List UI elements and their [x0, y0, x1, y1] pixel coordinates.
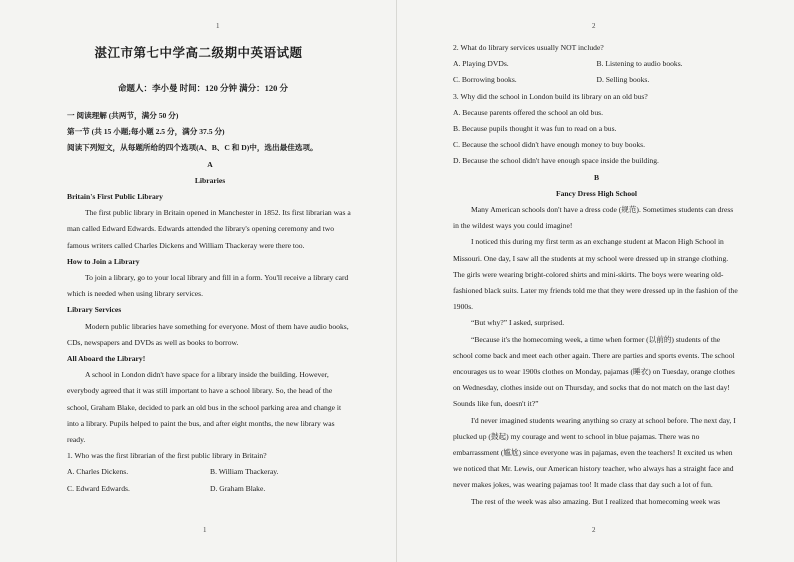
page-number-bottom-right: 2	[592, 526, 596, 534]
paragraph-b-1: Many American schools don't have a dress code (规范). Sometimes students can dress in the wildest ways you could imagine!	[453, 205, 734, 231]
section-part-heading: 第一节 (共 15 小题;每小题 2.5 分，满分 37.5 分)	[67, 127, 225, 137]
right-content	[453, 40, 740, 510]
paragraph-b-3: “But why?” I asked, surprised.	[471, 318, 565, 328]
q3-option-d: D. Because the school didn't have enough space inside the building.	[453, 156, 659, 166]
passage-label-b: B	[593, 172, 600, 182]
q2-option-c: C. Borrowing books.	[453, 75, 517, 85]
q1-option-b: B. William Thackeray.	[210, 467, 279, 477]
q1-option-c: C. Edward Edwards.	[67, 483, 130, 493]
subheading-all-aboard: All Aboard the Library!	[67, 354, 146, 364]
left-content	[67, 108, 353, 497]
question-1-options-row1	[67, 464, 353, 480]
q1-option-a: A. Charles Dickens.	[67, 467, 129, 477]
paragraph-join-library: To join a library, go to your local library and fill in a form. You'll receive a library card which is needed when using library services.	[67, 273, 349, 299]
q3-option-a: A. Because parents offered the school an old bus.	[453, 107, 604, 117]
page-number-bottom-left: 1	[203, 526, 207, 534]
q2-option-b: B. Listening to audio books.	[596, 59, 683, 69]
paragraph-b-4: “Because it's the homecoming week, a time when former (以前的) students of the school come back and meet each other again. There are parties and sports events. The school encourages us to wear 1900s clothes on Monday, pajamas (睡衣) on Tuesday, orange clothes on Wednesday, clothes inside out on Thursday, and socks that do not match on the last day! Sounds like fun, doesn't it?”	[453, 334, 735, 409]
q2-option-d: D. Selling books.	[596, 75, 650, 85]
question-2-options-row2	[453, 72, 740, 88]
exam-meta: 命题人：李小曼 时间：120 分钟 满分：120 分	[118, 83, 289, 93]
question-1-options-row2	[67, 481, 353, 497]
q2-option-a: A. Playing DVDs.	[453, 59, 509, 69]
page-divider	[396, 0, 397, 562]
q3-option-b: B. Because pupils thought it was fun to read on a bus.	[453, 124, 617, 134]
subheading-join-library: How to Join a Library	[67, 256, 140, 266]
section-heading: 一 阅读理解 (共两节，满分 50 分)	[67, 111, 179, 120]
question-2: 2. What do library services usually NOT include?	[453, 43, 604, 52]
page-number-top-right: 2	[592, 22, 596, 30]
passage-title-a: Libraries	[194, 175, 226, 185]
instructions: 阅读下列短文，从每题所给的四个选项(A、B、C 和 D)中，选出最佳选项。	[67, 143, 318, 153]
q3-option-c: C. Because the school didn't have enough money to buy books.	[453, 140, 646, 150]
exam-title: 湛江市第七中学高二级期中英语试题	[94, 46, 303, 60]
paragraph-all-aboard: A school in London didn't have space for a library inside the building. However, everybody agreed that it was still important to have a school library. So, the head of the school, Graham Blake, decided to park an old bus in the school parking area and change it into a library. Pupils helped to paint the bus, and after eight months, the new library was ready.	[67, 370, 342, 445]
paragraph-first-library: The first public library in Britain opened in Manchester in 1852. Its first librarian was a man called Edward Edwards. Edwards attended the library's opening ceremony and two famous writers called Charles Dickens and William Thackeray were there too.	[67, 208, 351, 250]
paragraph-library-services: Modern public libraries have something for everyone. Most of them have audio books, CDs, newspapers and DVDs as well as books to borrow.	[67, 321, 349, 347]
paragraph-b-6: The rest of the week was also amazing. But I realized that homecoming week was	[471, 496, 721, 506]
question-2-options-row1	[453, 56, 740, 72]
question-3: 3. Why did the school in London build its library on an old bus?	[453, 91, 648, 101]
passage-label-a: A	[207, 159, 213, 169]
paragraph-b-5: I'd never imagined students wearing anything so crazy at school before. The next day, I plucked up (鼓起) my courage and went to school in blue pajamas. There was no embarrassment (尴尬) since everyone was in pajamas, even the teachers! It excited us when we noticed that Mr. Lewis, our American history teacher, who always has a straight face and never makes jokes, was wearing pajamas too! It made class that day such a lot of fun.	[453, 415, 736, 490]
subheading-library-services: Library Services	[67, 305, 122, 315]
paragraph-b-2: I noticed this during my first term as an exchange student at Macon High School in Missouri. One day, I saw all the students at my school were dressed up in strange clothing. The girls were wearing bright-colored shirts and mini-skirts. The boys were wearing old-fashioned black suits. Later my friends told me that they were dressed up in the fashion of the 1900s.	[453, 237, 738, 312]
page-number-top-left: 1	[216, 22, 220, 30]
passage-title-b: Fancy Dress High School	[555, 188, 638, 198]
subheading-first-library: Britain's First Public Library	[67, 192, 163, 202]
question-1: 1. Who was the first librarian of the first public library in Britain?	[67, 451, 267, 461]
q1-option-d: D. Graham Blake.	[210, 483, 266, 493]
